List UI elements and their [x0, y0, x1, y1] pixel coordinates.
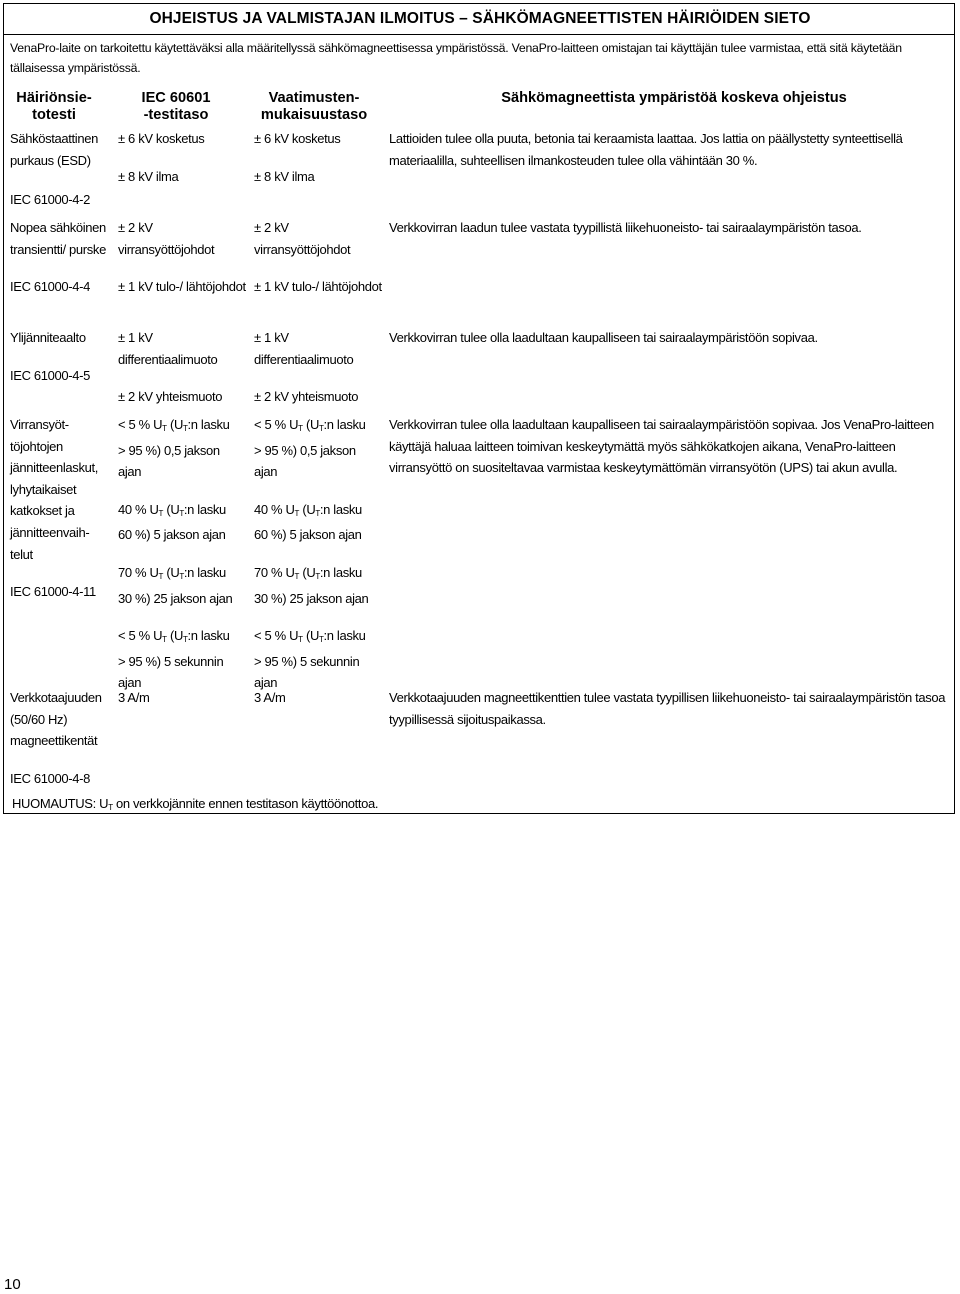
row-surge-test	[10, 327, 108, 386]
dip-entry: 70 % $U_T$ ($U_T:n$ lasku 30 %) 25 jakson ajan	[118, 564, 233, 606]
row-magnetic-guidance: Verkkotaajuuden magneettikenttien tulee vastata tyypillisen liikehuoneisto- tai sairaalaympäristön tasoa tyypillisessä sijoituspaikassa.	[389, 690, 946, 727]
test-standard: IEC 61000-4-5	[10, 367, 91, 383]
title-divider	[4, 34, 954, 35]
header-iec-test-level: IEC 60601 -testitaso	[141, 90, 211, 123]
header-immunity-test: Häiriönsie- totesti	[16, 90, 92, 123]
row-magnetic-compliance: 3 A/m	[254, 690, 286, 705]
row-dips-level	[118, 414, 248, 694]
level-line: ± 2 kV yhteismuoto	[118, 389, 223, 405]
row-magnetic-level: 3 A/m	[118, 690, 150, 705]
emc-immunity-table	[3, 3, 955, 814]
compliance-line: ± 2 kV virransyöttöjohdot	[254, 220, 351, 257]
compliance-line: ± 6 kV kosketus	[254, 131, 341, 146]
document-title: OHJEISTUS JA VALMISTAJAN ILMOITUS – SÄHKÖMAGNEETTISTEN HÄIRIÖIDEN SIETO	[149, 10, 811, 27]
row-dips-compliance	[254, 414, 384, 694]
compliance-line: ± 1 kV differentiaalimuoto	[254, 330, 354, 367]
row-dips-guidance: Verkkovirran tulee olla laadultaan kaupalliseen tai sairaalaympäristöön sopivaa. Jos VenaPro-laitteen käyttäjä haluaa laitteen toimivan keskeytymättä myös sähkökatkojen aikana, VenaPro-laitteen virransyöttö on suositeltavaa varmistaa keskeytymättömän virransyötön (UPS) tai akun avulla.	[389, 417, 934, 476]
test-name: Nopea sähköinen transientti/ purske	[10, 220, 106, 257]
intro-paragraph: VenaPro-laite on tarkoitettu käytettäväksi alla määritellyssä sähkömagneettisessa ympäristössä. VenaPro-laitteen omistajan tai käyttäjän tulee varmistaa, että sitä käytetään tällaisessa ympäristössä.	[10, 41, 902, 75]
header-compliance-level: Vaatimusten- mukaisuustaso	[260, 90, 368, 123]
row-surge-compliance	[254, 327, 384, 408]
row-esd-test	[10, 128, 108, 211]
level-line: ± 8 kV ilma	[118, 168, 179, 184]
level-line: ± 1 kV tulo-/ lähtöjohdot	[118, 279, 246, 295]
test-name: Ylijänniteaalto	[10, 330, 86, 345]
row-esd-level	[118, 128, 248, 187]
row-surge-level	[118, 327, 248, 408]
test-standard: IEC 61000-4-4	[10, 279, 91, 295]
row-eft-test	[10, 217, 108, 298]
compliance-line: ± 1 kV tulo-/ lähtöjohdot	[254, 279, 382, 295]
row-esd-guidance: Lattioiden tulee olla puuta, betonia tai keraamista laattaa. Jos lattia on päällystetty synteettisellä materiaalilla, suhteellisen ilmankosteuden tulee olla vähintään 30 %.	[389, 131, 903, 168]
row-magnetic-test	[10, 687, 110, 789]
level-line: ± 2 kV virransyöttöjohdot	[118, 220, 215, 257]
dip-entry: 40 % $U_T$ ($U_T:n$ lasku 60 %) 5 jakson ajan	[118, 501, 226, 543]
dip-entry: < 5 % $U_T$ ($U_T:n$ lasku > 95 %) 5 sekunnin ajan	[118, 628, 230, 691]
page-number: 10	[4, 1276, 21, 1293]
compliance-line: ± 2 kV yhteismuoto	[254, 389, 359, 405]
dip-entry: 70 % $U_T$ ($U_T:n$ lasku 30 %) 25 jakson ajan	[254, 564, 369, 606]
row-eft-compliance	[254, 217, 384, 298]
level-line: ± 6 kV kosketus	[118, 131, 205, 146]
test-standard: IEC 61000-4-11	[10, 584, 96, 600]
dip-entry: < 5 % $U_T$ ($U_T:n$ lasku > 95 %) 0,5 jakson ajan	[254, 417, 366, 480]
row-dips-test	[10, 414, 108, 603]
row-eft-guidance: Verkkovirran laadun tulee vastata tyypillistä liikehuoneisto- tai sairaalaympäristön tasoa.	[389, 220, 862, 235]
footnote: HUOMAUTUS: $U_T$ on verkkojännite ennen testitason käyttöönottoa.	[12, 796, 379, 812]
level-line: ± 1 kV differentiaalimuoto	[118, 330, 218, 367]
row-surge-guidance: Verkkovirran tulee olla laadultaan kaupalliseen tai sairaalaympäristöön sopivaa.	[389, 330, 818, 345]
test-standard: IEC 61000-4-2	[10, 192, 91, 208]
dip-entry: < 5 % $U_T$ ($U_T:n$ lasku > 95 %) 5 sekunnin ajan	[254, 628, 366, 691]
test-name: Verkkotaajuuden (50/60 Hz) magneettikentät	[10, 690, 102, 749]
row-esd-compliance	[254, 128, 384, 187]
test-standard: IEC 61000-4-8	[10, 770, 91, 786]
compliance-line: ± 8 kV ilma	[254, 168, 315, 184]
header-guidance: Sähkömagneettista ympäristöä koskeva ohjeistus	[501, 90, 847, 106]
dip-entry: 40 % $U_T$ ($U_T:n$ lasku 60 %) 5 jakson ajan	[254, 501, 362, 543]
dip-entry: < 5 % $U_T$ ($U_T:n$ lasku > 95 %) 0,5 jakson ajan	[118, 417, 230, 480]
test-name: Sähköstaattinen purkaus (ESD)	[10, 131, 98, 168]
test-name: Virransyöt-töjohtojen jännitteenlaskut, lyhytaikaiset katkokset ja jännitteenvaih-telut	[10, 417, 99, 562]
row-eft-level	[118, 217, 248, 298]
